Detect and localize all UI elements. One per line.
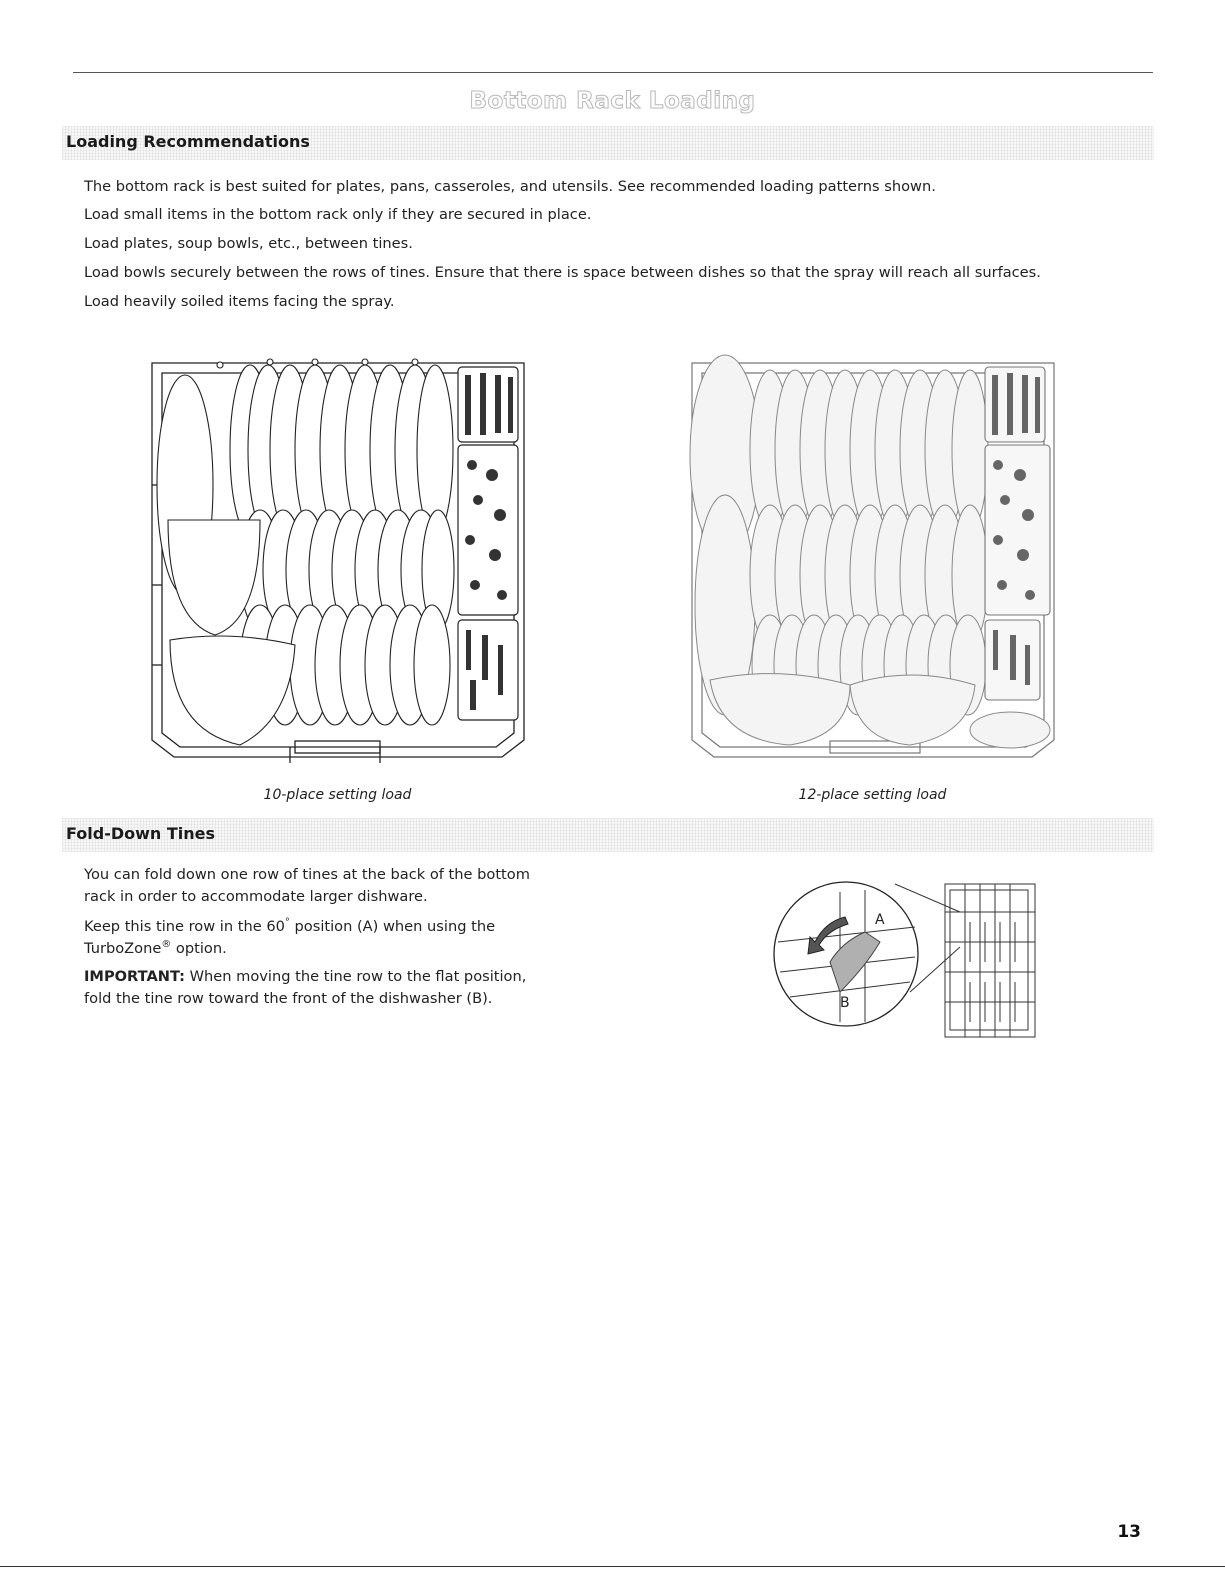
degree-symbol: °	[284, 917, 290, 928]
section-title: Fold-Down Tines	[66, 824, 216, 843]
text-run: position (A) when using the	[289, 917, 496, 935]
page-number: 13	[1117, 1522, 1141, 1542]
page-heading: Bottom Rack Loading	[469, 88, 756, 114]
dishwasher-rack-10-place-illustration	[140, 345, 535, 765]
paragraph: The bottom rack is best suited for plates, pans, casseroles, and utensils. See recommended loading patterns shown.	[84, 178, 936, 195]
section-title: Loading Recommendations	[66, 132, 310, 151]
paragraph: Load bowls securely between the rows of tines. Ensure that there is space between dishes so that the spray will reach all surfaces.	[84, 264, 1041, 281]
top-rule	[73, 72, 1153, 73]
fold-down-tines-illustration	[770, 872, 1045, 1042]
paragraph: Load heavily soiled items facing the spray.	[84, 293, 395, 310]
paragraph-line: fold the tine row toward the front of the dishwasher (B).	[84, 990, 493, 1007]
section-bar-fold-down-tines	[62, 818, 1154, 852]
registered-symbol: ®	[161, 939, 172, 950]
figure-caption: 10-place setting load	[263, 787, 412, 803]
text-run: TurboZone	[84, 939, 162, 957]
section-bar-loading-recommendations	[62, 126, 1154, 160]
paragraph: Load plates, soup bowls, etc., between tines.	[84, 235, 413, 252]
text-run: When moving the tine row to the flat position,	[184, 968, 527, 985]
paragraph-line: You can fold down one row of tines at the back of the bottom	[84, 866, 530, 883]
paragraph: Load small items in the bottom rack only if they are secured in place.	[84, 206, 592, 223]
label-b: B	[840, 995, 850, 1011]
text-run: option.	[171, 939, 227, 957]
dishwasher-rack-12-place-illustration	[680, 345, 1065, 765]
paragraph-line: rack in order to accommodate larger dishware.	[84, 888, 428, 905]
paragraph-line	[84, 939, 227, 957]
important-label: IMPORTANT:	[84, 968, 185, 985]
paragraph-line	[84, 968, 526, 985]
figure-caption: 12-place setting load	[798, 787, 947, 803]
bottom-rule	[0, 1566, 1225, 1567]
label-a: A	[875, 912, 885, 928]
text-run: Keep this tine row in the 60	[84, 917, 285, 935]
paragraph-line	[84, 917, 495, 935]
